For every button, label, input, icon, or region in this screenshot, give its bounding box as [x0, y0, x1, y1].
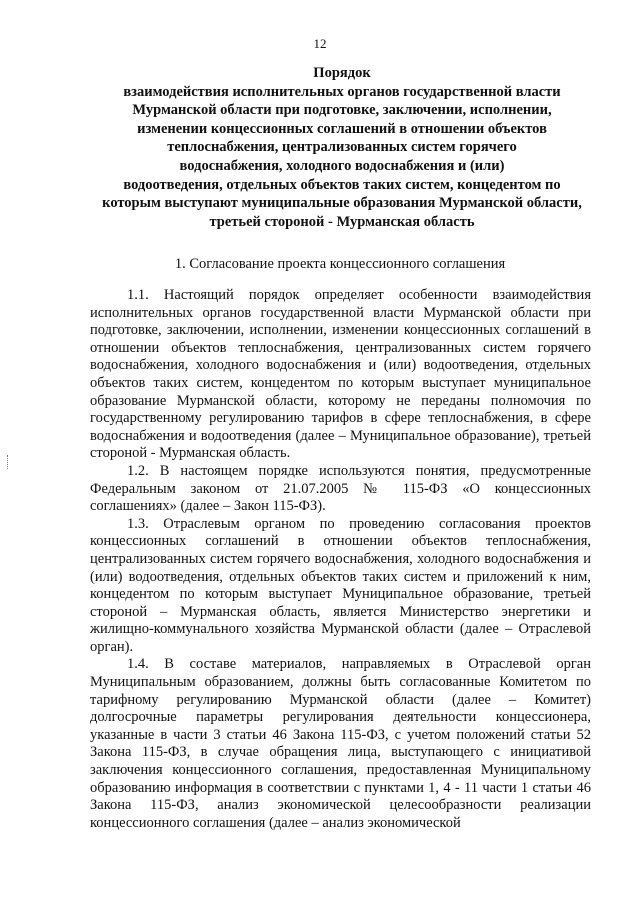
title-line: которым выступают муниципальные образования Мурманской области, [102, 195, 582, 212]
title-line: изменении концессионных соглашений в отношении объектов [137, 120, 547, 137]
title-line: Мурманской области при подготовке, заключении, исполнении, [132, 102, 552, 119]
section-heading: 1. Согласование проекта концессионного соглашения [174, 256, 506, 272]
paragraph-1-3: 1.3. Отраслевым органом по проведению согласования проектов концессионных соглашений в отношении объектов теплоснабжения, централизованных систем горячего водоснабжения, холодного водоснабжения и (или) водоотведения, отдельных объектов таких систем и приложений к ним, концедентом по которым выступает Муниципальное образование, третьей стороной – Мурманская область, является Министерство энергетики и жилищно-коммунального хозяйства Мурманской области (далее – Отраслевой орган). [90, 515, 591, 655]
title-line: водоотведения, отдельных объектов таких систем, концедентом по [123, 176, 561, 193]
title-line: водоснабжения, холодного водоснабжения и (или) [179, 157, 505, 174]
title-line: теплоснабжения, централизованных систем горячего [167, 139, 517, 156]
section-body [90, 287, 591, 832]
paragraph-1-4: 1.4. В составе материалов, направляемых в Отраслевой орган Муниципальным образованием, должны быть согласованные Комитетом по тарифному регулированию Мурманской области (далее – Комитет) долгосрочные параметры регулирования деятельности концессионера, указанные в части 3 статьи 46 Закона 115-ФЗ, с учетом положений статьи 52 Закона 115-ФЗ, в случае обращения лица, выступающего с инициативой заключения концессионного соглашения, предоставленная Муниципальному образованию информация в соответствии с пунктами 1, 4 - 11 части 1 статьи 46 Закона 115-ФЗ, анализ экономической целесообразности реализации концессионного соглашения (далее – анализ экономической [90, 656, 591, 831]
title-line: третьей стороной - Мурманская область [209, 213, 475, 230]
paragraph-1-2: 1.2. В настоящем порядке используются понятия, предусмотренные Федеральным законом от 21.07.2005 № 115-ФЗ «О концессионных соглашениях» (далее – Закон 115-ФЗ). [90, 462, 591, 515]
paragraph-1-1: 1.1. Настоящий порядок определяет особенности взаимодействия исполнительных органов государственной власти Мурманской области при подготовке, заключении, исполнении, изменении концессионных соглашений в отношении объектов теплоснабжения, централизованных систем горячего водоснабжения, холодного водоснабжения и (или) водоотведения, отдельных объектов таких систем, концедентом по которым выступает муниципальное образование Мурманской области, которому не переданы полномочия по государственному регулированию тарифов в сфере теплоснабжения, в сфере водоснабжения и водоотведения (далее – Муниципальное образование), третьей стороной - Мурманская область. [90, 287, 591, 462]
title-line: взаимодействия исполнительных органов государственной власти [123, 83, 561, 100]
scan-margin-mark [7, 455, 11, 469]
document-title [82, 64, 602, 231]
title-line: Порядок [313, 65, 371, 81]
page-number: 12 [313, 36, 327, 51]
